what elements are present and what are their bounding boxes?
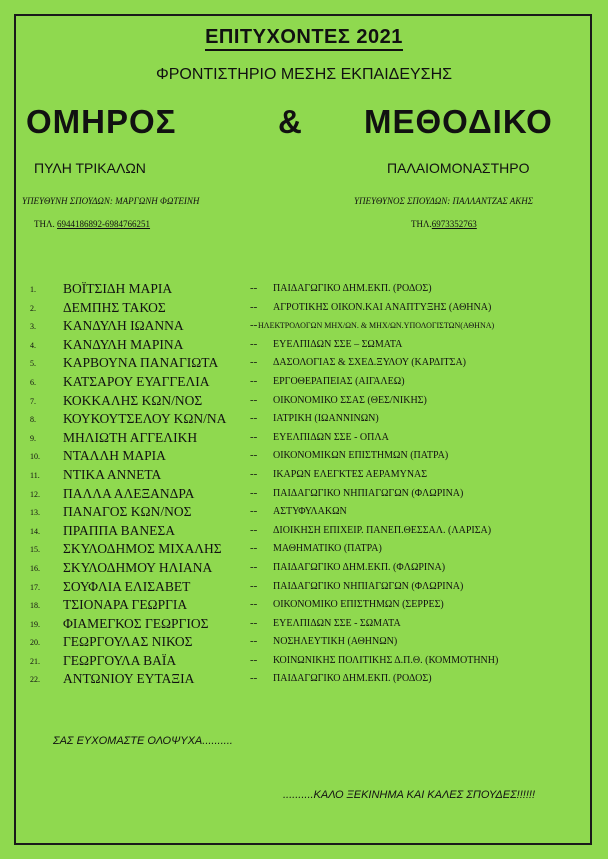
- separator: --: [250, 467, 258, 480]
- student-name: ΚΟΚΚΑΛΗΣ ΚΩΝ/ΝΟΣ: [63, 392, 203, 408]
- list-item: [30, 280, 590, 299]
- destination: ΔΙΟΙΚΗΣΗ ΕΠΙΧΕΙΡ. ΠΑΝΕΠ.ΘΕΣΣΑΛ. (ΛΑΡΙΣΑ): [273, 524, 492, 536]
- student-name: ΠΑΝΑΓΟΣ ΚΩΝ/ΝΟΣ: [63, 504, 192, 520]
- separator: --: [250, 374, 258, 387]
- list-item-number: 18.: [30, 601, 40, 611]
- destination: ΗΛΕΚΤΡΟΛΟΓΩΝ ΜΗΧ/ΩΝ. & ΜΗΧ/ΩΝ.ΥΠΟΛΟΓΙΣΤΩΝ(ΑΘΗΝΑ): [258, 321, 495, 331]
- phone-right: [411, 219, 477, 229]
- closing-text: ..........ΚΑΛΟ ΞΕΚΙΝΗΜΑ ΚΑΙ ΚΑΛΕΣ ΣΠΟΥΔΕΣ!!!!!!: [283, 789, 535, 801]
- school-location-right: ΠΑΛΑΙΟΜΟΝΑΣΤΗΡΟ: [387, 160, 530, 176]
- separator: --: [250, 412, 258, 425]
- responsible-right: ΥΠΕΥΘΥΝΟΣ ΣΠΟΥΔΩΝ: ΠΑΛΛΑΝΤΖΑΣ ΑΚΗΣ: [354, 196, 534, 206]
- separator: --: [250, 523, 258, 536]
- list-item-number: 22.: [30, 675, 40, 685]
- separator: --: [250, 449, 258, 462]
- destination: ΕΥΕΛΠΙΔΩΝ ΣΣΕ – ΣΩΜΑΤΑ: [273, 338, 403, 350]
- list-item-number: 8.: [30, 415, 36, 425]
- list-item: [30, 670, 590, 689]
- list-item: [30, 336, 590, 355]
- phone-number: 6944186892-6984766251: [57, 219, 151, 229]
- student-name: ΚΑΡΒΟΥΝΑ ΠΑΝΑΓΙΩΤΑ: [63, 355, 219, 371]
- student-list: [30, 280, 590, 689]
- list-item: [30, 633, 590, 652]
- destination: ΟΙΚΟΝΟΜΙΚΩΝ ΕΠΙΣΤΗΜΩΝ (ΠΑΤΡΑ): [273, 450, 449, 462]
- list-item: [30, 373, 590, 392]
- list-item: [30, 540, 590, 559]
- school-location-left: ΠΥΛΗ ΤΡΙΚΑΛΩΝ: [34, 160, 146, 176]
- list-item: [30, 652, 590, 671]
- student-name: ΚΑΝΔΥΛΗ ΜΑΡΙΝΑ: [63, 336, 184, 352]
- list-item: [30, 429, 590, 448]
- student-name: ΦΙΑΜΕΓΚΟΣ ΓΕΩΡΓΙΟΣ: [63, 615, 209, 631]
- subtitle: ΦΡΟΝΤΙΣΤΗΡΙΟ ΜΕΣΗΣ ΕΚΠΑΙΔΕΥΣΗΣ: [155, 66, 453, 83]
- separator: --: [250, 430, 258, 443]
- student-name: ΣΟΥΦΛΙΑ ΕΛΙΣΑΒΕΤ: [63, 578, 191, 594]
- phone-left: [34, 219, 150, 229]
- list-item: [30, 578, 590, 597]
- separator: --: [250, 505, 258, 518]
- separator: --: [250, 560, 258, 573]
- list-item: [30, 410, 590, 429]
- separator: --: [250, 579, 258, 592]
- ampersand: &: [278, 103, 303, 140]
- list-item-number: 15.: [30, 545, 40, 555]
- list-item: [30, 522, 590, 541]
- separator: --: [250, 356, 258, 369]
- student-name: ΚΑΤΣΑΡΟΥ ΕΥΑΓΓΕΛΙΑ: [63, 373, 210, 389]
- student-name: ΓΕΩΡΓΟΥΛΑΣ ΝΙΚΟΣ: [63, 634, 193, 650]
- list-item-number: 11.: [30, 470, 40, 480]
- separator: --: [250, 616, 258, 629]
- student-name: ΔΕΜΠΗΣ ΤΑΚΟΣ: [63, 299, 166, 315]
- list-item-number: 3.: [30, 322, 36, 332]
- separator: --: [250, 300, 258, 313]
- destination: ΑΣΤΥΦΥΛΑΚΩΝ: [273, 506, 347, 518]
- school-name-left: ΟΜΗΡΟΣ: [26, 103, 177, 140]
- student-name: ΚΑΝΔΥΛΗ ΙΩΑΝΝΑ: [63, 318, 184, 334]
- destination: ΙΑΤΡΙΚΗ (ΙΩΑΝΝΙΝΩΝ): [273, 413, 379, 425]
- separator: --: [250, 393, 258, 406]
- list-item-number: 2.: [30, 303, 36, 313]
- destination: ΙΚΑΡΩΝ ΕΛΕΓΚΤΕΣ ΑΕΡΑΜΥΝΑΣ: [273, 468, 428, 480]
- student-name: ΣΚΥΛΟΔΗΜΟΣ ΜΙΧΑΛΗΣ: [63, 541, 222, 557]
- list-item-number: 12.: [30, 489, 40, 499]
- separator: --: [250, 337, 258, 350]
- destination: ΕΥΕΛΠΙΔΩΝ ΣΣΕ - ΣΩΜΑΤΑ: [273, 617, 401, 629]
- destination: ΠΑΙΔΑΓΩΓΙΚΟ ΔΗΜ.ΕΚΠ. (ΡΟΔΟΣ): [273, 673, 432, 685]
- student-name: ΚΟΥΚΟΥΤΣΕΛΟΥ ΚΩΝ/ΝΑ: [63, 411, 227, 427]
- destination: ΠΑΙΔΑΓΩΓΙΚΟ ΔΗΜ.ΕΚΠ. (ΦΛΩΡΙΝΑ): [273, 561, 446, 573]
- list-item-number: 19.: [30, 619, 40, 629]
- separator: --: [250, 542, 258, 555]
- list-item-number: 9.: [30, 433, 36, 443]
- page-title: [0, 26, 608, 49]
- student-name: ΠΡΑΠΠΑ ΒΑΝΕΣΑ: [63, 522, 176, 538]
- list-item-number: 14.: [30, 526, 40, 536]
- list-item-number: 5.: [30, 359, 36, 369]
- list-item: [30, 392, 590, 411]
- separator: --: [250, 672, 258, 685]
- destination: ΜΑΘΗΜΑΤΙΚΟ (ΠΑΤΡΑ): [273, 543, 382, 555]
- separator: --: [250, 282, 258, 294]
- student-name: ΠΑΛΛΑ ΑΛΕΞΑΝΔΡΑ: [63, 485, 195, 501]
- destination: ΠΑΙΔΑΓΩΓΙΚΟ ΝΗΠΙΑΓΩΓΩΝ (ΦΛΩΡΙΝΑ): [273, 487, 464, 499]
- school-name-right: ΜΕΘΟΔΙΚΟ: [364, 103, 553, 140]
- destination: ΝΟΣΗΛΕΥΤΙΚΗ (ΑΘΗΝΩΝ): [273, 636, 398, 648]
- destination: ΕΥΕΛΠΙΔΩΝ ΣΣΕ - ΟΠΛΑ: [273, 431, 389, 443]
- list-item: [30, 596, 590, 615]
- list-item: [30, 317, 590, 336]
- list-item: [30, 354, 590, 373]
- list-item: [30, 559, 590, 578]
- list-item-number: 20.: [30, 638, 40, 648]
- list-item: [30, 466, 590, 485]
- list-item-number: 7.: [30, 396, 36, 406]
- destination: ΕΡΓΟΘΕΡΑΠΕΙΑΣ (ΑΙΓΑΛΕΩ): [273, 375, 405, 387]
- list-item-number: 16.: [30, 563, 40, 573]
- list-item-number: 10.: [30, 452, 40, 462]
- phone-label: ΤΗΛ.: [34, 219, 55, 229]
- list-item-number: 1.: [30, 285, 36, 294]
- student-name: ΝΤΑΛΛΗ ΜΑΡΙΑ: [63, 448, 166, 464]
- student-name: ΝΤΙΚΑ ΑΝΝΕΤΑ: [63, 466, 162, 482]
- destination: ΔΑΣΟΛΟΓΙΑΣ & ΣΧΕΔ.ΞΥΛΟΥ (ΚΑΡΔΙΤΣΑ): [273, 357, 467, 369]
- student-name: ΓΕΩΡΓΟΥΛΑ ΒΑΪΑ: [63, 652, 177, 668]
- separator: --: [250, 598, 258, 611]
- list-item-number: 13.: [30, 508, 40, 518]
- phone-number: 6973352763: [431, 219, 477, 229]
- destination: ΟΙΚΟΝΟΜΙΚΟ ΣΣΑΣ (ΘΕΣ/ΝΙΚΗΣ): [273, 394, 427, 406]
- separator: --: [250, 486, 258, 499]
- separator: --: [250, 319, 258, 332]
- student-name: ΒΟΪΤΣΙΔΗ ΜΑΡΙΑ: [63, 281, 173, 296]
- destination: ΚΟΙΝΩΝΙΚΗΣ ΠΟΛΙΤΙΚΗΣ Δ.Π.Θ. (ΚΟΜΜΟΤΗΝΗ): [273, 654, 499, 666]
- list-item-number: 17.: [30, 582, 40, 592]
- list-item: [30, 485, 590, 504]
- list-item-number: 6.: [30, 377, 36, 387]
- list-item-number: 21.: [30, 656, 40, 666]
- list-item: [30, 447, 590, 466]
- student-name: ΣΚΥΛΟΔΗΜΟΥ ΗΛΙΑΝΑ: [63, 559, 213, 575]
- list-item-number: 4.: [30, 340, 36, 350]
- phone-label: ΤΗΛ.: [411, 219, 432, 229]
- destination: ΑΓΡΟΤΙΚΗΣ ΟΙΚΟΝ.ΚΑΙ ΑΝΑΠΤΥΞΗΣ (ΑΘΗΝΑ): [273, 301, 492, 313]
- destination: ΠΑΙΔΑΓΩΓΙΚΟ ΔΗΜ.ΕΚΠ. (ΡΟΔΟΣ): [273, 283, 432, 294]
- student-name: ΑΝΤΩΝΙΟΥ ΕΥΤΑΞΙΑ: [63, 671, 195, 687]
- list-item: [30, 299, 590, 318]
- student-name: ΜΗΛΙΩΤΗ ΑΓΓΕΛΙΚΗ: [63, 429, 198, 445]
- destination: ΠΑΙΔΑΓΩΓΙΚΟ ΝΗΠΙΑΓΩΓΩΝ (ΦΛΩΡΙΝΑ): [273, 580, 464, 592]
- separator: --: [250, 635, 258, 648]
- list-item: [30, 615, 590, 634]
- responsible-left: ΥΠΕΥΘΥΝΗ ΣΠΟΥΔΩΝ: ΜΑΡΓΩΝΗ ΦΩΤΕΙΝΗ: [22, 196, 200, 206]
- separator: --: [250, 653, 258, 666]
- list-item: [30, 503, 590, 522]
- wish-text: ΣΑΣ ΕΥΧΟΜΑΣΤΕ ΟΛΟΨΥΧΑ..........: [53, 735, 233, 747]
- student-name: ΤΣΙΟΝΑΡΑ ΓΕΩΡΓΙΑ: [63, 597, 188, 613]
- destination: ΟΙΚΟΝΟΜΙΚΟ ΕΠΙΣΤΗΜΩΝ (ΣΕΡΡΕΣ): [273, 599, 444, 611]
- title-text: ΕΠΙΤΥΧΟΝΤΕΣ 2021: [205, 26, 403, 51]
